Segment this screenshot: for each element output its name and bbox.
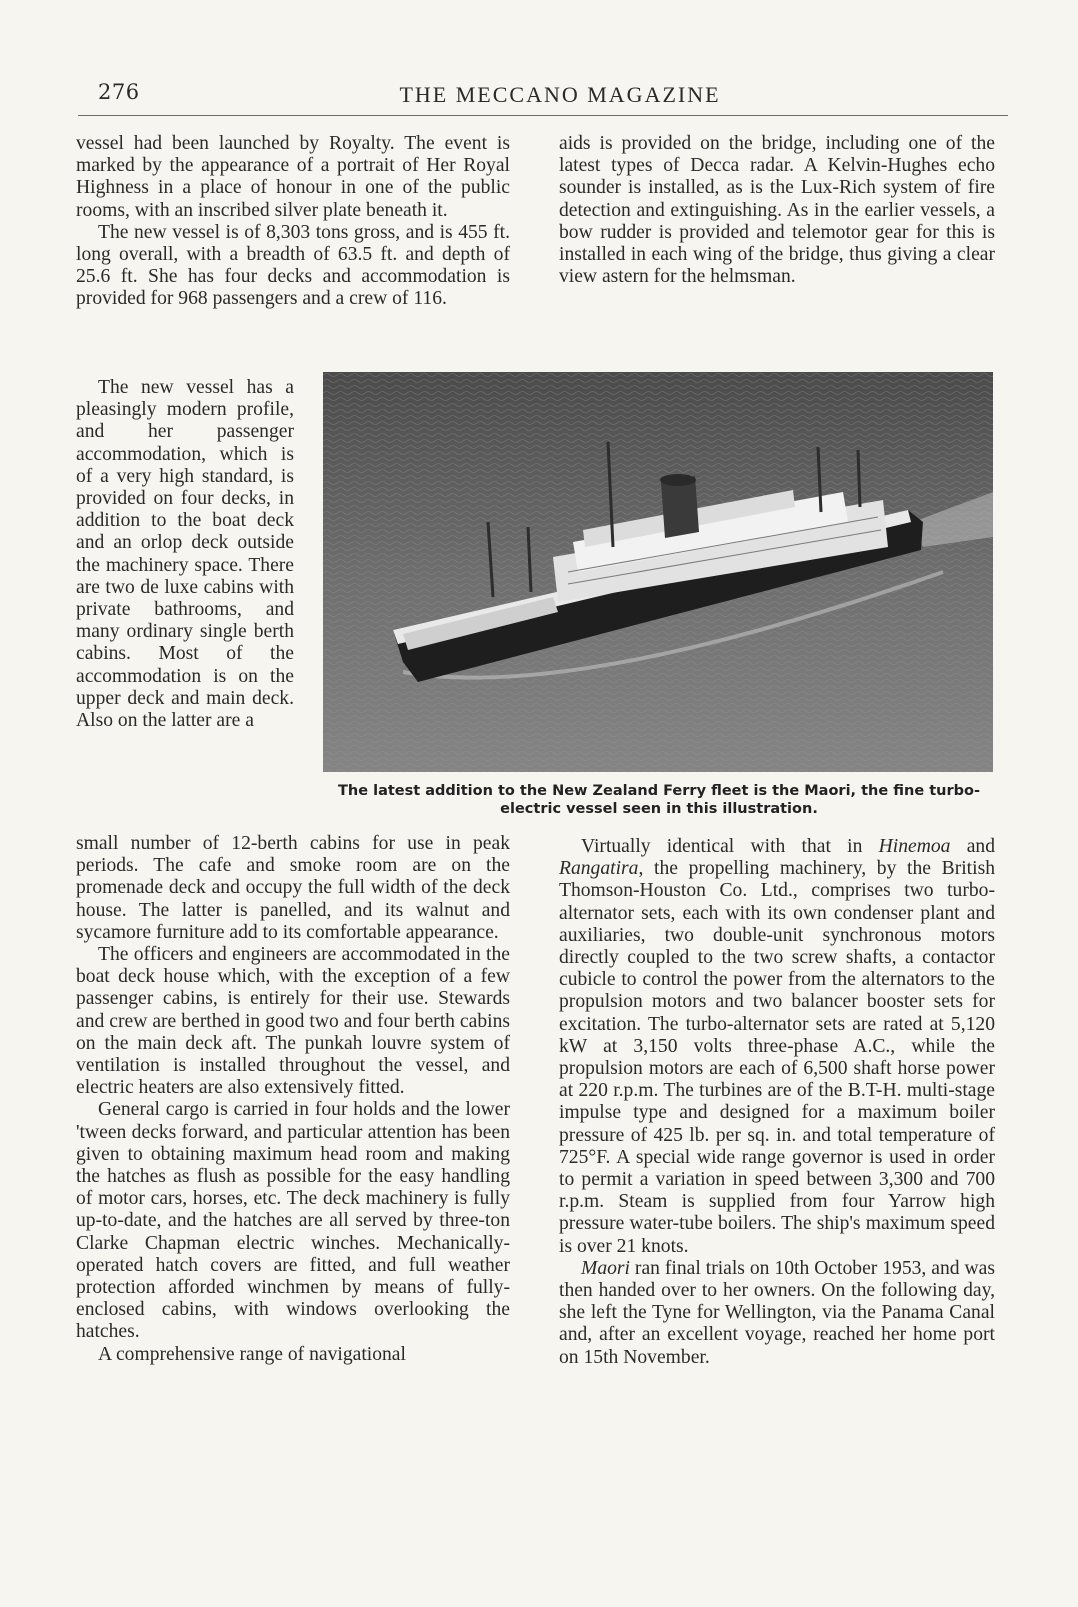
left-column-wrap — [76, 377, 294, 732]
right-column-top — [559, 133, 995, 288]
ship-name: Hinemoa — [878, 836, 951, 857]
paragraph: The new vessel is of 8,303 tons gross, and is 455 ft. long overall, with a breadth of 63.5 ft. and depth of 25.6 ft. She has four decks and accommodation is provided for 968 passengers and a crew of 116. — [76, 221, 510, 310]
paragraph: The officers and engineers are accommodated in the boat deck house which, with the exception of a few passenger cabins, is entirely for their use. Stewards and crew are berthed in good two and four berth cabins on the main deck aft. The punkah louvre system of ventilation is installed throughout the vessel, and electric heaters are also extensively fitted. — [76, 944, 510, 1099]
running-head-title: THE MECCANO MAGAZINE — [399, 82, 721, 107]
ship-photo-icon — [323, 372, 993, 772]
ship-name: Rangatira — [559, 858, 639, 880]
ship-name: Maori — [581, 1257, 630, 1279]
paragraph — [559, 1258, 995, 1369]
paragraph: aids is provided on the bridge, including one of the latest types of Decca radar. A Kelvin-Hughes echo sounder is installed, as is the Lux-Rich system of fire detection and extinguishing. As in the earlier vessels, a bow rudder is provided and telemotor gear for this is installed in each wing of the bridge, thus giving a clear view astern for the helmsman. — [559, 133, 995, 288]
paragraph: General cargo is carried in four holds and the lower 'tween decks forward, and particular attention has been given to obtaining maximum head room and making the hatches as flush as possible for the easy handling of motor cars, horses, etc. The deck machinery is fully up-to-date, and the hatches are all served by three-ton Clarke Chapman electric winches. Mechanically-operated hatch covers are fitted, and full weather protection afforded winchmen by means of fully-enclosed cabins, with windows overlooking the hatches. — [76, 1099, 510, 1343]
left-column-top — [76, 133, 510, 311]
page-number: 276 — [98, 80, 140, 104]
text-run: , the propelling machinery, by the British Thomson-Houston Co. Ltd., comprises two turbo-alternator sets, each with its own condenser plant and auxiliaries, two double-unit synchronous motors directly coupled to the two screw shafts, a contactor cubicle to control the power from the alternators to the propulsion motors and two balancer booster sets for excitation. The turbo-alternator sets are rated at 5,120 kW at 3,150 volts three-phase A.C., while the propulsion motors are each of 6,500 shaft horse power at 220 r.p.m. The turbines are of the B.T-H. multi-stage impulse type and designed for a maximum boiler pressure of 425 lb. per sq. in. and total temperature of 725°F. A special wide range governor is used in order to permit a variation in speed between 3,300 and 700 r.p.m. Steam is supplied from four Yarrow high pressure water-tube boilers. The ship's maximum speed is over 21 knots. — [559, 858, 995, 1257]
left-column-bottom — [76, 833, 510, 1366]
right-column-bottom — [559, 836, 995, 1369]
text-run: and — [950, 836, 995, 857]
header-rule — [78, 115, 1008, 116]
text-run: Virtually identical with that in — [581, 836, 879, 857]
figure-caption — [318, 782, 1000, 818]
paragraph: small number of 12-berth cabins for use in peak periods. The cafe and smoke room are on the promenade deck and occupy the full width of the deck house. The latter is panelled, and its walnut and sycamore furniture add to its comfortable appearance. — [76, 833, 510, 943]
caption-line: The latest addition to the New Zealand Ferry fleet is the Maori, the fine turbo- — [338, 783, 980, 799]
paragraph: A comprehensive range of navigational — [98, 1343, 406, 1365]
paragraph — [559, 836, 995, 1258]
ship-photo — [323, 372, 993, 772]
paragraph: The new vessel has a pleasingly modern profile, and her passenger accommodation, which is of a very high standard, is provided on four decks, in addition to the boat deck and an orlop deck outside the machinery space. There are two de luxe cabins with private bathrooms, and many ordinary single berth cabins. Most of the accommodation is on the upper deck and main deck. Also on the latter are a — [76, 377, 294, 732]
text-run: ran final trials on 10th October 1953, and was then handed over to her owners. On the following day, she left the Tyne for Wellington, via the Panama Canal and, after an excellent voyage, reached her home port on 15th November. — [559, 1257, 995, 1368]
paragraph: vessel had been launched by Royalty. The event is marked by the appearance of a portrait of Her Royal Highness in a place of honour in one of the public rooms, with an inscribed silver plate beneath it. — [76, 133, 510, 221]
caption-line: electric vessel seen in this illustration. — [500, 801, 818, 817]
